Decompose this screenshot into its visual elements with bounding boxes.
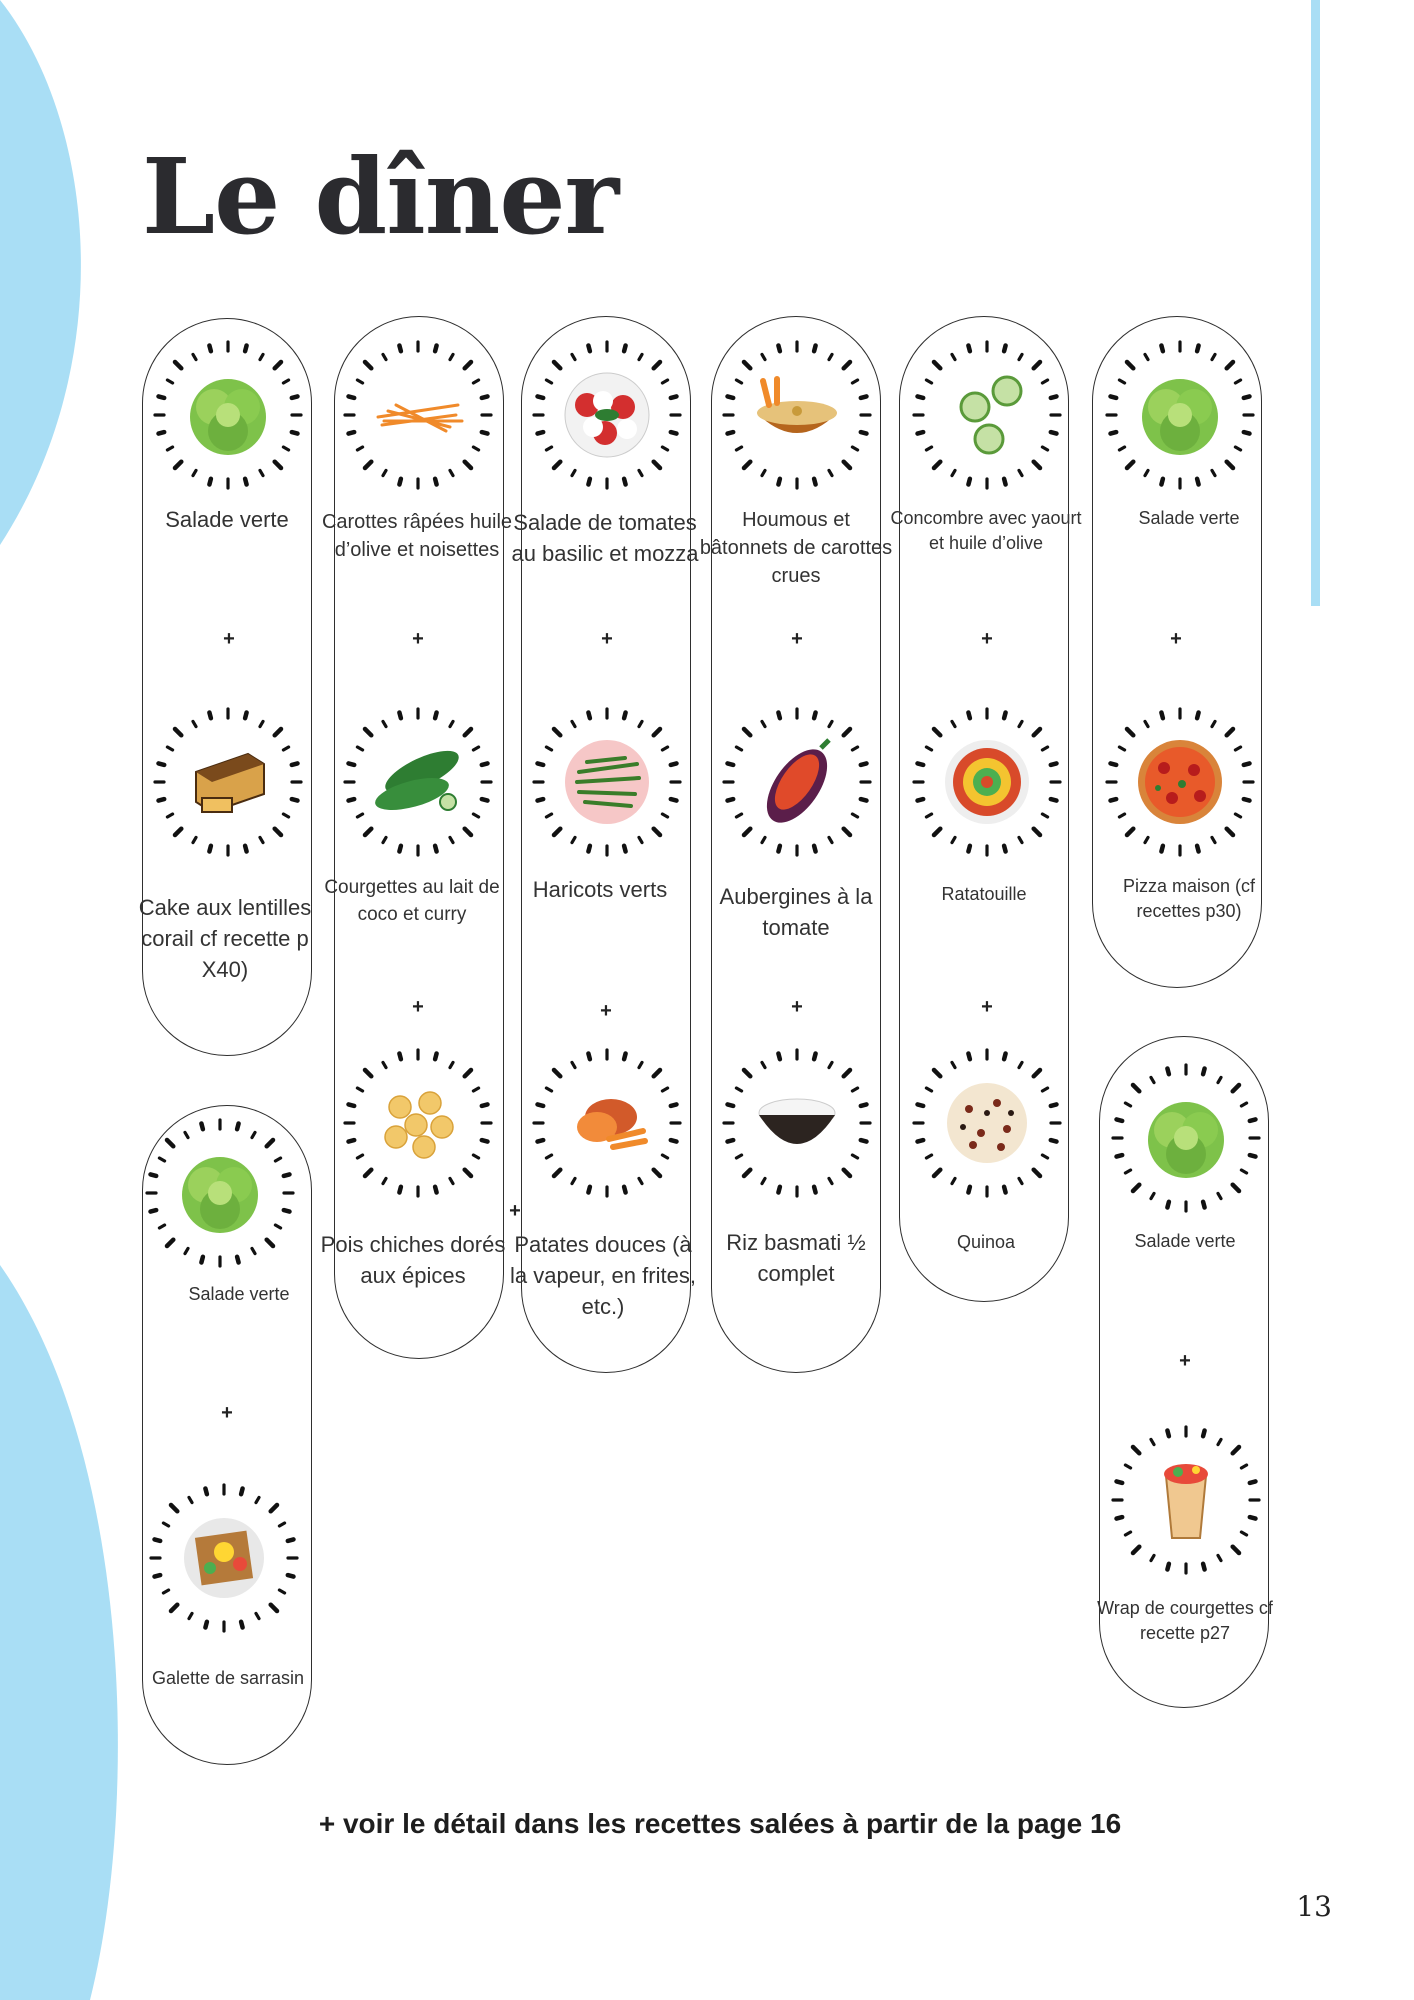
menu-item-label: Galette de sarrasin bbox=[151, 1668, 305, 1688]
lettuce-icon bbox=[1100, 335, 1260, 495]
page-title: Le dîner bbox=[142, 135, 619, 258]
menu-item-label: Salade de tomates au basilic et mozza bbox=[511, 510, 699, 566]
plus-sign: + bbox=[1170, 628, 1182, 650]
chickpeas-icon bbox=[338, 1043, 498, 1203]
lettuce-icon bbox=[1106, 1058, 1266, 1218]
plus-sign: + bbox=[221, 1402, 233, 1424]
menu-item-label: Salade verte bbox=[165, 507, 289, 532]
plus-sign: + bbox=[412, 996, 424, 1018]
plus-sign: + bbox=[509, 1200, 521, 1222]
footer-note: + voir le détail dans les recettes salées à partir de la page 16 bbox=[318, 1808, 1122, 1839]
menu-item-label: Pois chiches dorés aux épices bbox=[320, 1232, 506, 1288]
plus-sign: + bbox=[1179, 1350, 1191, 1372]
menu-item-label: Riz basmati ½ complet bbox=[726, 1230, 866, 1286]
menu-item-label: Pizza maison (cf recettes p30) bbox=[1122, 876, 1256, 922]
plus-sign: + bbox=[412, 628, 424, 650]
rice-bowl-icon bbox=[717, 1043, 877, 1203]
menu-item-label: Ratatouille bbox=[941, 884, 1027, 904]
ratatouille-icon bbox=[907, 702, 1067, 862]
galette-icon bbox=[144, 1478, 304, 1638]
menu-item-label: Wrap de courgettes cf recette p27 bbox=[1097, 1598, 1273, 1644]
plus-sign: + bbox=[981, 996, 993, 1018]
plus-sign: + bbox=[223, 628, 235, 650]
page-number: 13 bbox=[1296, 1890, 1332, 1923]
plus-sign: + bbox=[600, 1000, 612, 1022]
menu-item-label: Quinoa bbox=[956, 1232, 1016, 1252]
menu-item-label: Aubergines à la tomate bbox=[719, 884, 873, 940]
hummus-icon bbox=[717, 335, 877, 495]
plus-sign: + bbox=[981, 628, 993, 650]
pizza-icon bbox=[1100, 702, 1260, 862]
grated-carrot-icon bbox=[338, 335, 498, 495]
right-accent-bar bbox=[1311, 0, 1320, 606]
cucumber-icon bbox=[907, 335, 1067, 495]
menu-item-label: Concombre avec yaourt et huile d’olive bbox=[890, 508, 1082, 554]
menu-item-label: Carottes râpées huile d’olive et noisettes bbox=[321, 511, 513, 561]
menu-item-label: Salade verte bbox=[1134, 1231, 1236, 1251]
menu-item-label: Cake aux lentilles corail cf recette p X40) bbox=[138, 895, 312, 982]
quinoa-icon bbox=[907, 1043, 1067, 1203]
menu-item-label: Houmous et bâtonnets de carottes crues bbox=[699, 509, 893, 587]
cake-loaf-icon bbox=[148, 702, 308, 862]
zucchini-icon bbox=[338, 702, 498, 862]
menu-item-label: Patates douces (à la vapeur, en frites, etc.) bbox=[510, 1232, 696, 1319]
eggplant-icon bbox=[717, 702, 877, 862]
sweet-potato-icon bbox=[527, 1043, 687, 1203]
plus-sign: + bbox=[791, 996, 803, 1018]
top-left-wave bbox=[0, 0, 81, 545]
menu-item-label: Courgettes au lait de coco et curry bbox=[324, 877, 500, 925]
bottom-left-wave bbox=[0, 1265, 118, 2000]
menu-item-label: Haricots verts bbox=[532, 877, 668, 902]
plus-sign: + bbox=[791, 628, 803, 650]
menu-item-label: Salade verte bbox=[1138, 508, 1240, 528]
caprese-icon bbox=[527, 335, 687, 495]
lettuce-icon bbox=[148, 335, 308, 495]
lettuce-icon bbox=[140, 1113, 300, 1273]
green-beans-icon bbox=[527, 702, 687, 862]
menu-item-label: Salade verte bbox=[188, 1284, 290, 1304]
plus-sign: + bbox=[601, 628, 613, 650]
wrap-icon bbox=[1106, 1420, 1266, 1580]
